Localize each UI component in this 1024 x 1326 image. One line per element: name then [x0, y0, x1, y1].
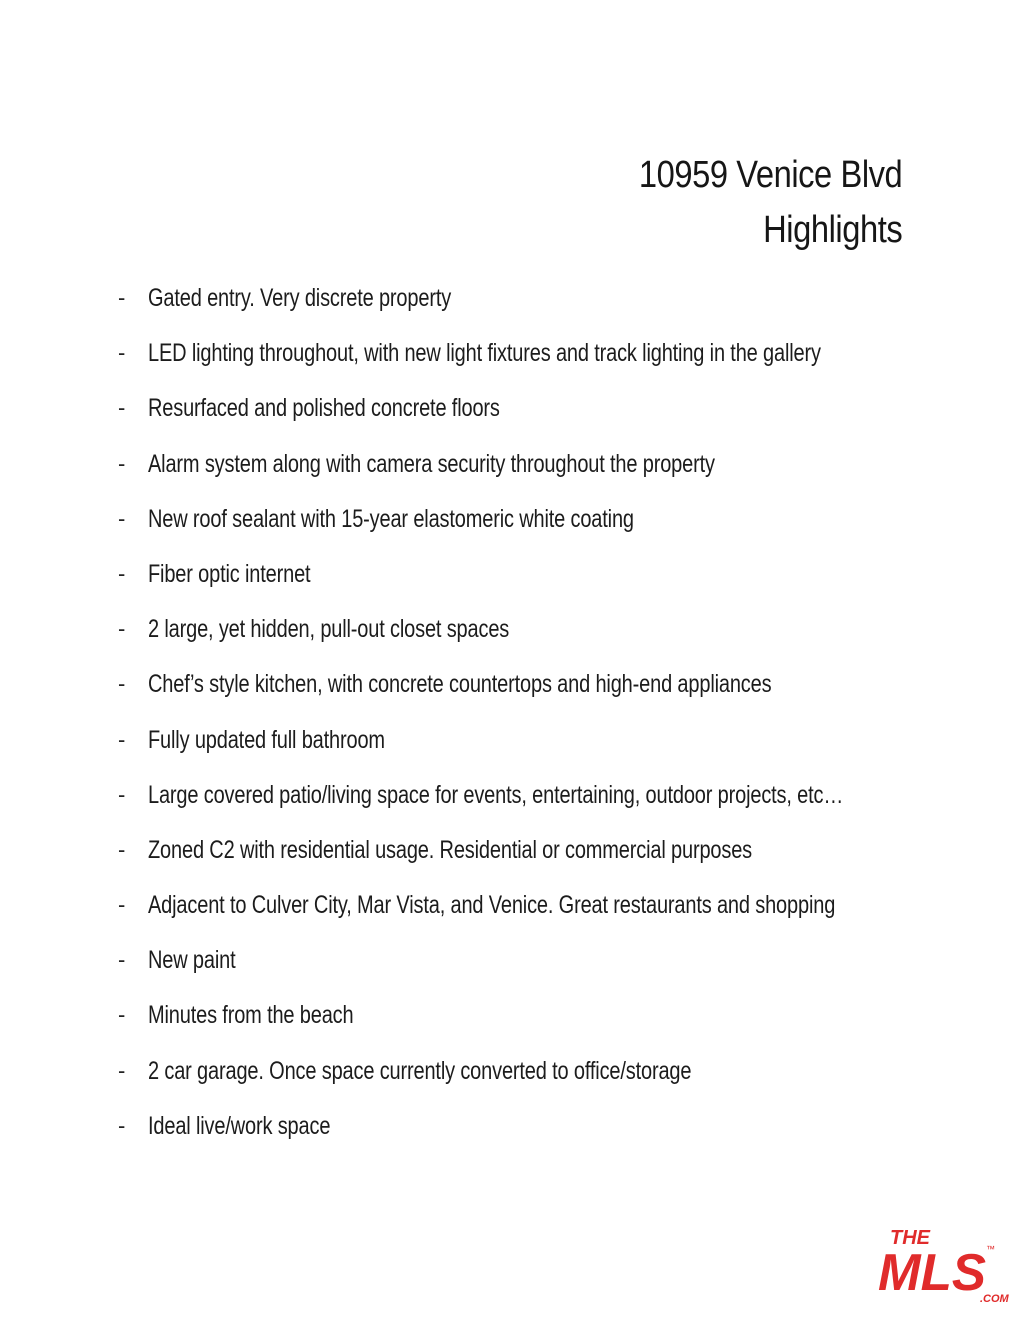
list-item	[118, 333, 918, 388]
bullet-dash: -	[118, 395, 126, 421]
logo-text-the: THE	[890, 1227, 931, 1249]
bullet-dash: -	[118, 285, 126, 310]
list-item-text: Adjacent to Culver City, Mar Vista, and Venice. Great restaurants and shopping	[148, 891, 836, 920]
highlights-list	[118, 278, 918, 1161]
list-item	[118, 388, 918, 443]
list-item	[118, 885, 918, 940]
list-item-text: 2 car garage. Once space currently converted to office/storage	[148, 1056, 692, 1085]
list-item-text: Ideal live/work space	[148, 1111, 331, 1140]
list-item-text: 2 large, yet hidden, pull-out closet spaces	[148, 615, 510, 644]
list-item	[118, 609, 918, 664]
bullet-dash: -	[118, 1057, 126, 1083]
list-item-text: Minutes from the beach	[148, 1001, 354, 1030]
list-item-text: Zoned C2 with residential usage. Residential or commercial purposes	[148, 835, 753, 864]
list-item-text: Fiber optic internet	[148, 559, 311, 588]
list-item-text: LED lighting throughout, with new light fixtures and track lighting in the gallery	[148, 339, 821, 368]
logo-text-mls: MLS	[878, 1244, 987, 1302]
logo-text-com: .COM	[980, 1293, 1009, 1305]
bullet-dash: -	[118, 505, 126, 531]
logo-trademark: ™	[986, 1244, 995, 1254]
list-item	[118, 940, 918, 995]
bullet-dash: -	[118, 340, 126, 366]
bullet-dash: -	[118, 892, 126, 918]
bullet-dash: -	[118, 1112, 126, 1138]
property-address: 10959 Venice Blvd	[638, 154, 902, 196]
list-item-text: Fully updated full bathroom	[148, 725, 385, 754]
bullet-dash: -	[118, 726, 126, 752]
bullet-dash: -	[118, 1002, 126, 1028]
list-item	[118, 444, 918, 499]
list-item	[118, 995, 918, 1050]
list-item	[118, 1051, 918, 1106]
list-item	[118, 830, 918, 885]
list-item-text: New paint	[148, 946, 236, 975]
list-item	[118, 499, 918, 554]
bullet-dash: -	[118, 836, 126, 862]
bullet-dash: -	[118, 616, 126, 642]
list-item-text: Gated entry. Very discrete property	[148, 284, 452, 312]
list-item	[118, 664, 918, 719]
themls-logo	[876, 1222, 1016, 1312]
list-item	[118, 775, 918, 830]
highlights-heading: Highlights	[762, 209, 902, 251]
list-item	[118, 1106, 918, 1161]
list-item	[118, 554, 918, 609]
bullet-dash: -	[118, 781, 126, 807]
bullet-dash: -	[118, 560, 126, 586]
list-item-text: Alarm system along with camera security throughout the property	[148, 449, 715, 478]
list-item-text: Resurfaced and polished concrete floors	[148, 394, 500, 423]
list-item-text: Chef’s style kitchen, with concrete countertops and high-end appliances	[148, 670, 772, 699]
bullet-dash: -	[118, 450, 126, 476]
list-item	[118, 720, 918, 775]
list-item-text: New roof sealant with 15-year elastomeric white coating	[148, 504, 634, 533]
list-item-text: Large covered patio/living space for events, entertaining, outdoor projects, etc…	[148, 780, 844, 809]
bullet-dash: -	[118, 671, 126, 697]
list-item	[118, 278, 918, 333]
page-title	[596, 148, 902, 258]
bullet-dash: -	[118, 947, 126, 973]
